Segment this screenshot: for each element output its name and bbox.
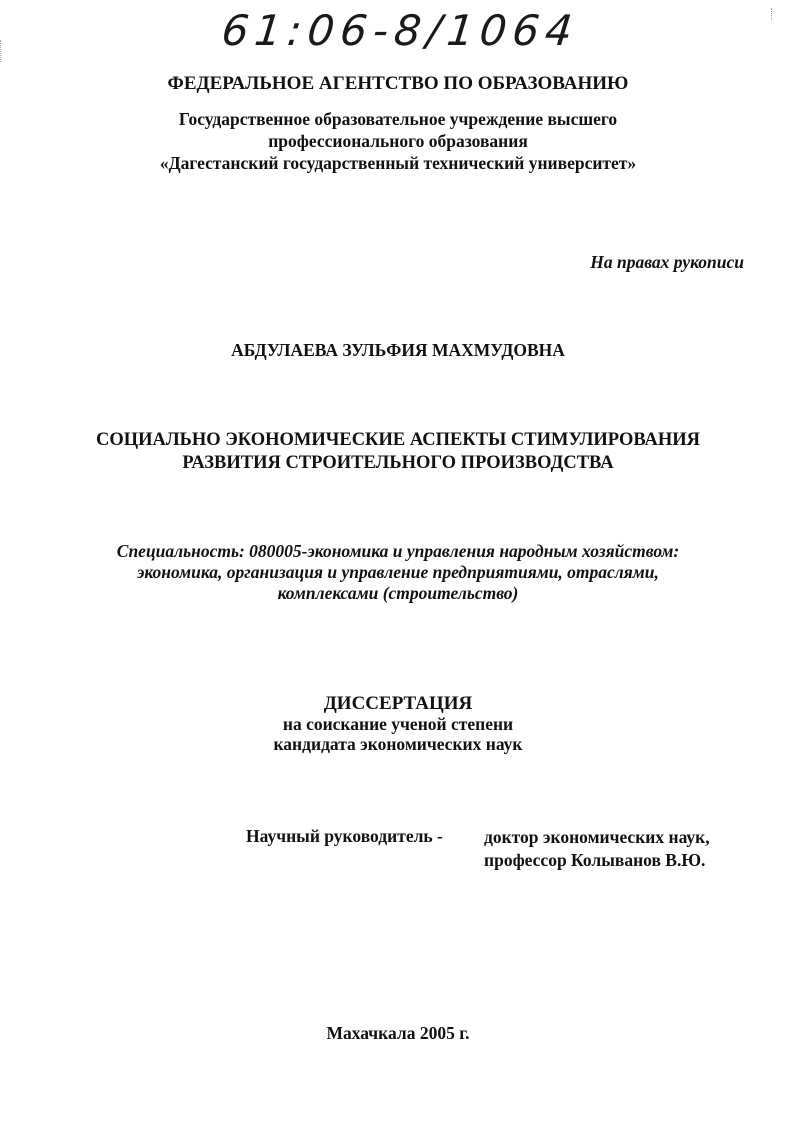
advisor-name: профессор Колыванов В.Ю. <box>484 850 706 870</box>
specialty-block <box>0 541 796 604</box>
scan-artifact <box>771 8 778 20</box>
institution-line: профессионального образования <box>268 131 528 151</box>
institution-line: «Дагестанский государственный технический университет» <box>159 153 637 173</box>
advisor-degree: доктор экономических наук, <box>484 827 710 847</box>
advisor-details <box>484 826 710 872</box>
degree-line: кандидата экономических наук <box>273 734 523 754</box>
specialty-line: экономика, организация и управление предприятиями, отраслями, <box>137 562 659 582</box>
advisor-label: Научный руководитель - <box>246 826 443 846</box>
dissertation-title <box>0 429 796 475</box>
city-year: Махачкала 2005 г. <box>326 1023 470 1043</box>
dissertation-block <box>0 694 796 754</box>
degree-line: на соискание ученой степени <box>282 714 514 734</box>
institution-block <box>0 108 796 174</box>
dissertation-heading: ДИССЕРТАЦИЯ <box>323 693 473 714</box>
author-name: АБДУЛАЕВА ЗУЛЬФИЯ МАХМУДОВНА <box>231 340 565 360</box>
title-line: СОЦИАЛЬНО ЭКОНОМИЧЕСКИЕ АСПЕКТЫ СТИМУЛИРОВАНИЯ <box>95 430 701 450</box>
institution-line: Государственное образовательное учреждение высшего <box>178 109 618 129</box>
specialty-line: Специальность: 080005-экономика и управления народным хозяйством: <box>116 541 680 561</box>
specialty-line: комплексами (строительство) <box>277 583 519 603</box>
title-line: РАЗВИТИЯ СТРОИТЕЛЬНОГО ПРОИЗВОДСТВА <box>182 453 614 473</box>
manuscript-rights: На правах рукописи <box>590 252 744 272</box>
agency-heading: ФЕДЕРАЛЬНОЕ АГЕНТСТВО ПО ОБРАЗОВАНИЮ <box>167 73 629 94</box>
scan-artifact <box>0 40 4 62</box>
archive-code-handwritten: 61:06-8/1064 <box>219 6 581 55</box>
